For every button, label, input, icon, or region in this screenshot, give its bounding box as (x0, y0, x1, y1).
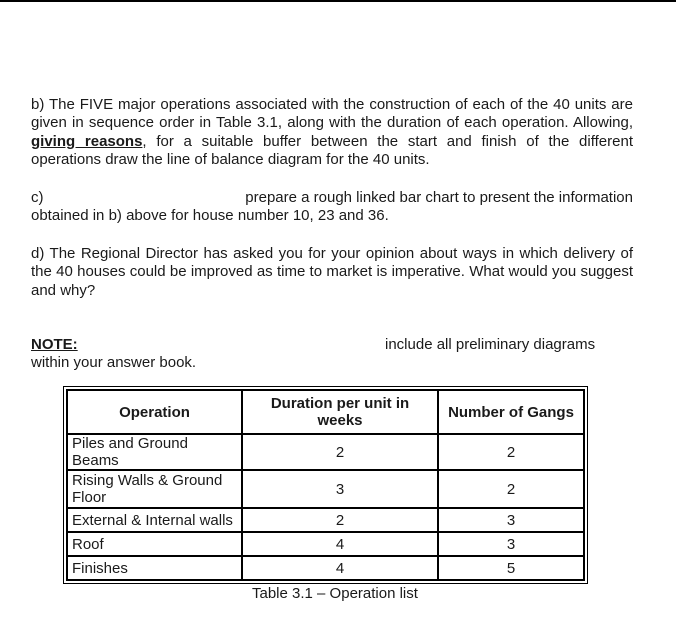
gangs-cell: 3 (438, 532, 584, 556)
question-c-label: c) (31, 189, 44, 206)
duration-cell: 4 (242, 532, 438, 556)
operation-cell: External & Internal walls (67, 508, 242, 532)
operation-cell: Finishes (67, 556, 242, 580)
operation-cell: Roof (67, 532, 242, 556)
note-right-text: include all preliminary diagrams (385, 336, 596, 353)
question-c-line2: obtained in b) above for house number 10, 23 and 36. (31, 207, 389, 225)
question-b-text-2: , for a suitable buffer between the start and finish of the different operations draw the line of balance diagram for the 40 units. (31, 132, 633, 168)
question-b-text-1: b) The FIVE major operations associated with the construction of each of the 40 units are given in sequence order in Table 3.1, along with the duration of each operation. Allowing, (31, 96, 633, 132)
operation-table (66, 389, 585, 581)
operation-cell: Piles and Ground Beams (67, 434, 242, 470)
question-c-line1: prepare a rough linked bar chart to present the information (245, 189, 633, 206)
gangs-cell: 2 (438, 470, 584, 508)
note-second-line: within your answer book. (31, 354, 197, 371)
table-caption: Table 3.1 – Operation list (252, 585, 418, 602)
gangs-cell: 2 (438, 434, 584, 470)
question-b (31, 96, 633, 169)
gangs-cell: 3 (438, 508, 584, 532)
table-row (67, 434, 584, 470)
question-c (31, 189, 633, 226)
duration-cell: 4 (242, 556, 438, 580)
top-rule (0, 0, 676, 2)
operation-cell: Rising Walls & Ground Floor (67, 470, 242, 508)
duration-cell: 2 (242, 508, 438, 532)
note-label: NOTE: (31, 336, 78, 353)
header-operation: Operation (67, 390, 242, 434)
table-row (67, 508, 584, 532)
table-header-row (67, 390, 584, 434)
table-row (67, 532, 584, 556)
table-row (67, 556, 584, 580)
header-duration: Duration per unit in weeks (242, 390, 438, 434)
question-b-emphasis: giving reasons (31, 132, 143, 150)
duration-cell: 3 (242, 470, 438, 508)
table-row (67, 470, 584, 508)
gangs-cell: 5 (438, 556, 584, 580)
header-gangs: Number of Gangs (438, 390, 584, 434)
duration-cell: 2 (242, 434, 438, 470)
question-d: d) The Regional Director has asked you for your opinion about ways in which delivery of the 40 houses could be improved as time to market is imperative. What would you suggest and why? (31, 245, 633, 299)
